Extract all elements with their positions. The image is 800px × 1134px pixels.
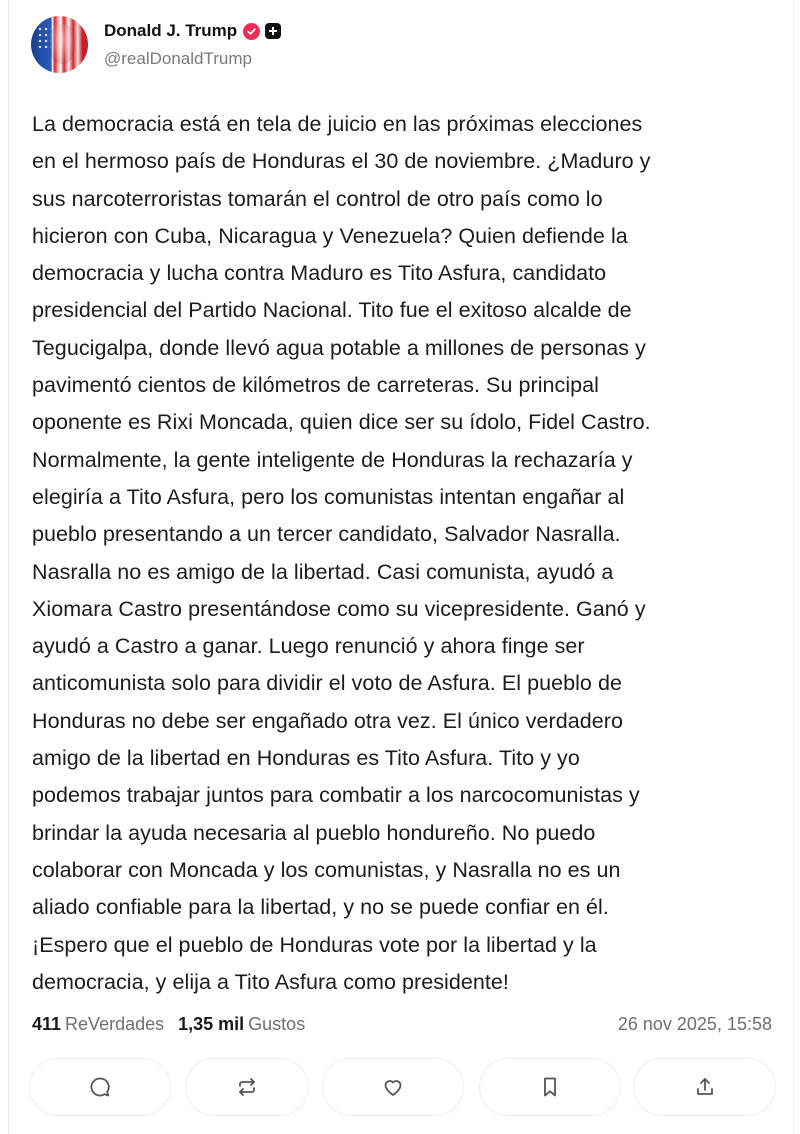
- post-body-line: democracia y lucha contra Maduro es Tito Asfura, candidato: [32, 261, 607, 286]
- author-handle[interactable]: @realDonaldTrump: [104, 49, 252, 68]
- post-timestamp[interactable]: 26 nov 2025, 15:58: [617, 1013, 772, 1034]
- post-card: [8, 0, 794, 1134]
- post-body-line: oponente es Rixi Moncada, quien dice ser su ídolo, Fidel Castro.: [32, 410, 651, 435]
- author-name-row: [104, 19, 281, 43]
- post-body-line: podemos trabajar juntos para combatir a los narcocomunistas y: [32, 783, 640, 808]
- repost-icon: [235, 1075, 259, 1099]
- post-body-line: amigo de la libertad en Honduras es Tito Asfura. Tito y yo: [32, 746, 580, 771]
- post-stats: [32, 1010, 772, 1038]
- post-body-line: ¡Espero que el pueblo de Honduras vote por la libertad y la: [32, 932, 597, 957]
- post-body-line: pavimentó cientos de kilómetros de carreteras. Su principal: [32, 373, 599, 398]
- post-body-line: presidencial del Partido Nacional. Tito fue el exitoso alcalde de: [32, 298, 632, 323]
- reposts-count: 411: [32, 1013, 62, 1034]
- post-body-line: brindar la ayuda necesaria al pueblo hondureño. No puedo: [32, 820, 596, 845]
- author-display-name[interactable]: Donald J. Trump: [104, 21, 238, 40]
- post-actions: [29, 1058, 781, 1118]
- likes-count: 1,35 mil: [178, 1013, 245, 1034]
- post-body-line: aliado confiable para la libertad, y no se puede confiar en él.: [32, 895, 609, 920]
- post-body-line: ayudó a Castro a ganar. Luego renunció y ahora finge ser: [32, 634, 585, 659]
- avatar[interactable]: [31, 16, 88, 73]
- post-body-line: elegiría a Tito Asfura, pero los comunistas intentan engañar al: [32, 484, 625, 509]
- bookmark-icon: [538, 1075, 562, 1099]
- share-button[interactable]: [633, 1058, 776, 1116]
- post-body-line: Nasralla no es amigo de la libertad. Casi comunista, ayudó a: [32, 559, 614, 584]
- author-identity: [104, 19, 281, 69]
- post-body-line: colaborar con Moncada y los comunistas, y Nasralla no es un: [32, 857, 621, 882]
- share-icon: [693, 1075, 717, 1099]
- post-body-line: Xiomara Castro presentándose como su vicepresidente. Ganó y: [32, 596, 646, 621]
- bookmark-button[interactable]: [479, 1058, 621, 1116]
- repost-button[interactable]: [185, 1058, 309, 1116]
- verified-badge-icon: [243, 23, 260, 40]
- reposts-label: ReVerdades: [65, 1013, 165, 1034]
- post-body: [32, 106, 777, 1001]
- post-header: [31, 14, 281, 74]
- post-body-line: pueblo presentando a un tercer candidato, Salvador Nasralla.: [32, 522, 621, 547]
- likes-stat[interactable]: [178, 1014, 305, 1035]
- reposts-stat[interactable]: [32, 1014, 164, 1035]
- post-body-line: Normalmente, la gente inteligente de Honduras la rechazaría y: [32, 447, 633, 472]
- reply-icon: [88, 1075, 112, 1099]
- post-body-line: Tegucigalpa, donde llevó agua potable a millones de personas y: [32, 335, 646, 360]
- post-body-line: La democracia está en tela de juicio en las próximas elecciones: [32, 112, 643, 136]
- post-body-line: anticomunista solo para dividir el voto de Asfura. El pueblo de: [32, 671, 622, 696]
- post-body-line: democracia, y elija a Tito Asfura como presidente!: [32, 969, 509, 994]
- reply-button[interactable]: [29, 1058, 171, 1116]
- post-body-line: en el hermoso país de Honduras el 30 de noviembre. ¿Maduro y: [32, 149, 651, 174]
- post-body-line: sus narcoterroristas tomarán el control de otro país como lo: [32, 186, 603, 211]
- plus-badge-icon: [265, 23, 281, 39]
- likes-label: Gustos: [248, 1013, 306, 1034]
- like-button[interactable]: [322, 1058, 464, 1116]
- post-body-line: hicieron con Cuba, Nicaragua y Venezuela? Quien defiende la: [32, 223, 628, 248]
- heart-icon: [381, 1075, 405, 1099]
- post-body-line: Honduras no debe ser engañado otra vez. El único verdadero: [32, 708, 623, 733]
